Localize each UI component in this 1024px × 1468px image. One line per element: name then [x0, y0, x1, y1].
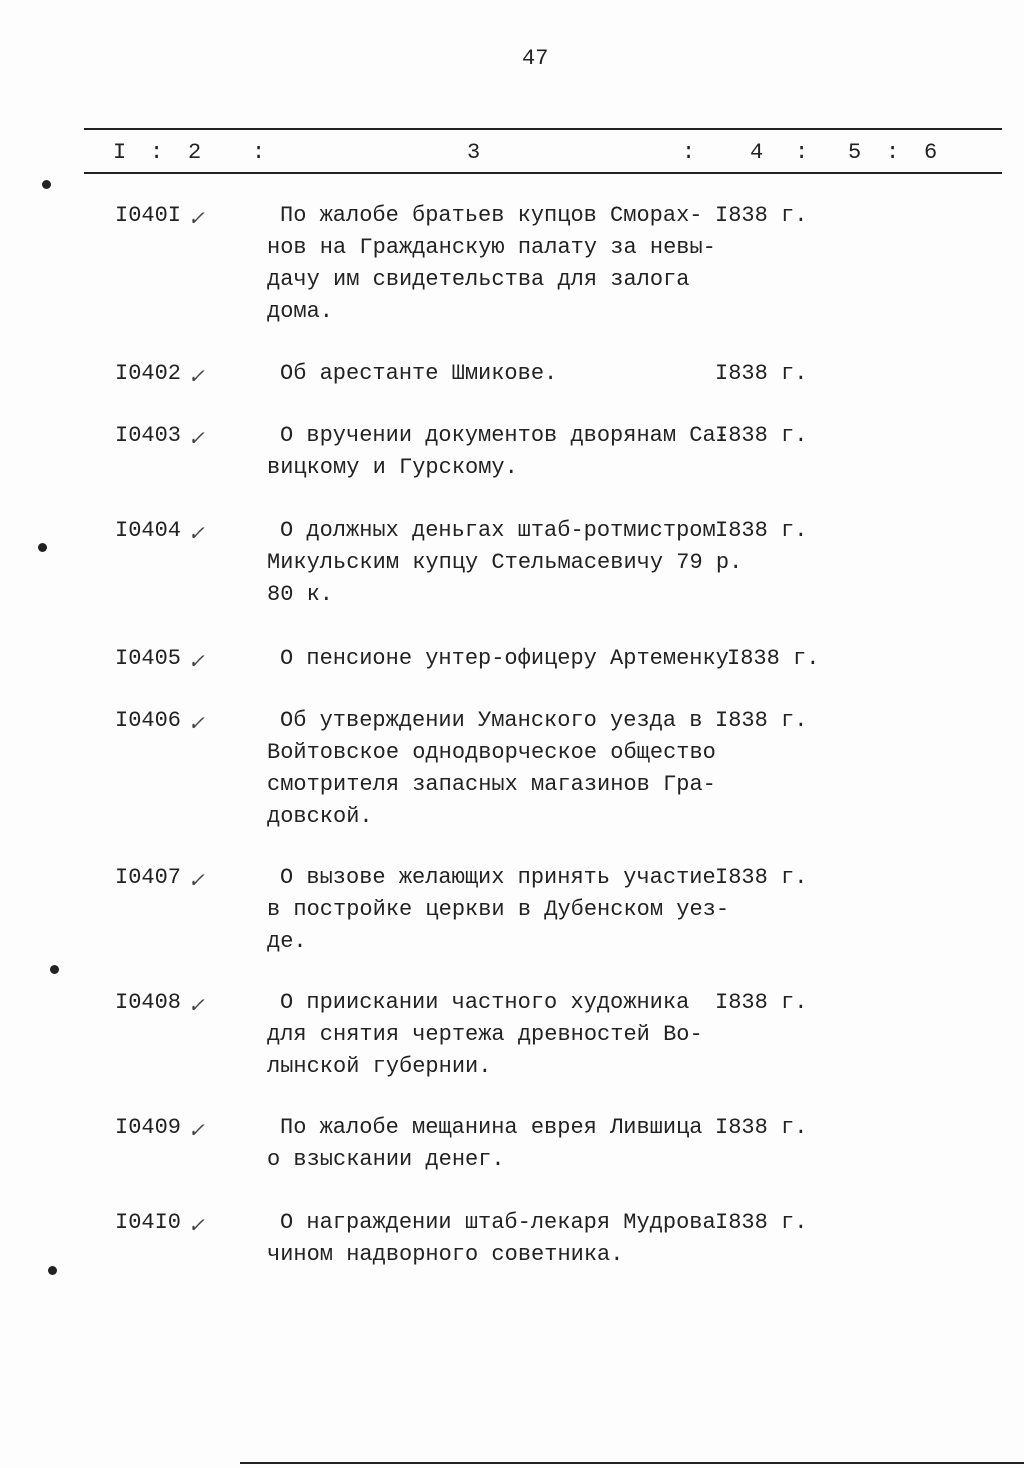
description-line: О вызове желающих принять участие — [280, 865, 716, 890]
description-line: Об арестанте Шмикове. — [280, 361, 558, 386]
description-line: О приискании частного художника — [280, 990, 690, 1015]
entry-year: I838 г. — [715, 423, 808, 448]
entry-description — [267, 1112, 702, 1176]
binder-hole-icon — [42, 180, 51, 189]
entry-description — [267, 862, 729, 958]
entry-description — [267, 643, 729, 675]
header-sep: : — [150, 140, 164, 165]
checkmark-icon: ✓ — [188, 206, 205, 230]
description-line: О награждении штаб-лекаря Мудрова — [280, 1210, 716, 1235]
entry-number: I0408 — [115, 990, 182, 1015]
description-line: для снятия чертежа древностей Во- — [267, 1022, 703, 1047]
checkmark-icon: ✓ — [188, 1213, 205, 1237]
checkmark-icon: ✓ — [188, 521, 205, 545]
description-line: О должных деньгах штаб-ротмистром — [280, 518, 716, 543]
entry-year: I838 г. — [727, 646, 820, 671]
description-line: нов на Гражданскую палату за невы- — [267, 235, 716, 260]
description-line: лынской губернии. — [267, 1054, 492, 1079]
entry-year: I838 г. — [715, 1210, 808, 1235]
entry-year: I838 г. — [715, 518, 808, 543]
description-line: чином надворного советника. — [267, 1242, 624, 1267]
header-sep: : — [252, 140, 266, 165]
entry-year: I838 г. — [715, 1115, 808, 1140]
description-line: о взыскании денег. — [267, 1147, 505, 1172]
header-sep: : — [795, 140, 809, 165]
checkmark-icon: ✓ — [188, 1118, 205, 1142]
entry-number: I040I — [115, 203, 182, 228]
header-col3: 3 — [467, 140, 481, 165]
checkmark-icon: ✓ — [188, 426, 205, 450]
checkmark-icon: ✓ — [188, 993, 205, 1017]
checkmark-icon: ✓ — [188, 868, 205, 892]
checkmark-icon: ✓ — [188, 711, 205, 735]
binder-hole-icon — [50, 965, 59, 974]
description-line: довской. — [267, 804, 373, 829]
description-line: в постройке церкви в Дубенском уез- — [267, 897, 730, 922]
entry-description — [267, 200, 716, 328]
entry-description — [267, 358, 557, 390]
entry-year: I838 г. — [715, 708, 808, 733]
entry-number: I0402 — [115, 361, 182, 386]
entry-year: I838 г. — [715, 203, 808, 228]
entry-number: I0403 — [115, 423, 182, 448]
header-col2: 2 — [188, 140, 202, 165]
entry-number: I0404 — [115, 518, 182, 543]
description-line: Войтовское однодворческое общество — [267, 740, 716, 765]
page-number: 47 — [522, 46, 549, 71]
header-sep: : — [886, 140, 900, 165]
entry-description — [267, 420, 729, 484]
header-bottom-rule — [84, 172, 1002, 174]
entry-year: I838 г. — [715, 865, 808, 890]
entry-year: I838 г. — [715, 361, 808, 386]
header-col4: 4 — [750, 140, 764, 165]
header-sep: : — [682, 140, 696, 165]
entry-description — [267, 987, 703, 1083]
header-col1: I — [113, 140, 127, 165]
entry-number: I0407 — [115, 865, 182, 890]
description-line: О пенсионе унтер-офицеру Артеменку — [280, 646, 729, 671]
header-top-rule — [84, 128, 1002, 130]
entry-description — [267, 1207, 716, 1271]
description-line: 80 к. — [267, 582, 334, 607]
entry-description — [267, 705, 716, 833]
entry-description — [267, 515, 742, 611]
checkmark-icon: ✓ — [188, 649, 205, 673]
binder-hole-icon — [48, 1266, 57, 1275]
bottom-edge-rule — [240, 1462, 1024, 1464]
entry-number: I0406 — [115, 708, 182, 733]
description-line: По жалобе братьев купцов Сморах- — [280, 203, 703, 228]
header-col6: 6 — [924, 140, 938, 165]
description-line: О вручении документов дворянам Са- — [280, 423, 729, 448]
entry-number: I0409 — [115, 1115, 182, 1140]
binder-hole-icon — [38, 543, 47, 552]
description-line: По жалобе мещанина еврея Лившица — [280, 1115, 703, 1140]
description-line: дачу им свидетельства для залога — [267, 267, 690, 292]
entry-number: I0405 — [115, 646, 182, 671]
description-line: вицкому и Гурскому. — [267, 455, 518, 480]
entry-number: I04I0 — [115, 1210, 182, 1235]
header-col5: 5 — [848, 140, 862, 165]
description-line: Микульским купцу Стельмасевичу 79 р. — [267, 550, 743, 575]
checkmark-icon: ✓ — [188, 364, 205, 388]
description-line: смотрителя запасных магазинов Гра- — [267, 772, 716, 797]
description-line: дома. — [267, 299, 334, 324]
entry-year: I838 г. — [715, 990, 808, 1015]
description-line: Об утверждении Уманского уезда в — [280, 708, 703, 733]
description-line: де. — [267, 929, 307, 954]
